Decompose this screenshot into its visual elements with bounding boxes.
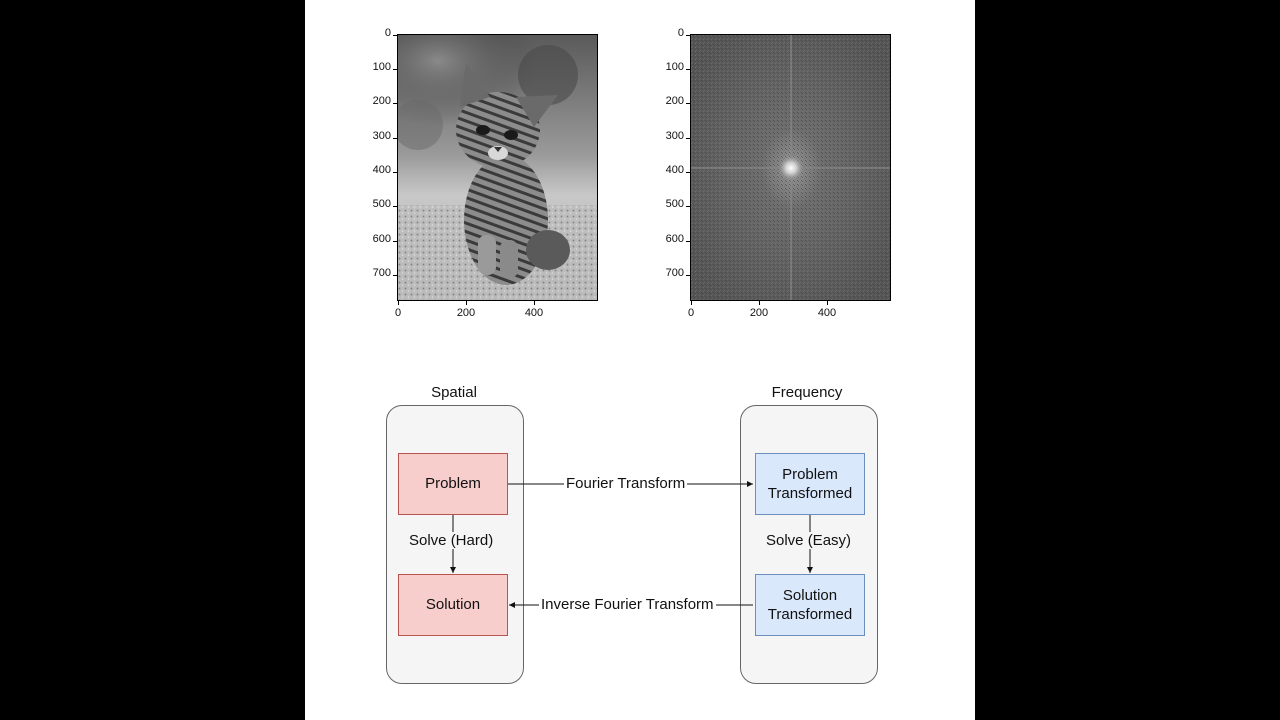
x-tick-label: 0 [394,307,402,319]
spatial-title: Spatial [431,384,477,401]
y-tick-label: 300 [372,130,391,142]
problem-transformed-box: Problem Transformed [755,453,865,515]
y-tick-label: 600 [665,233,684,245]
y-tick-label: 400 [372,164,391,176]
x-tick-label: 200 [456,307,476,319]
problem-box: Problem [398,453,508,515]
y-tick-label: 500 [665,198,684,210]
slide-page [305,0,975,720]
fourier-transform-label: Fourier Transform [566,475,686,492]
x-tick-label: 400 [817,307,837,319]
y-tick-label: 600 [372,233,391,245]
x-tick-label: 400 [524,307,544,319]
solve-easy-label: Solve (Easy) [766,532,852,549]
solution-transformed-box: Solution Transformed [755,574,865,636]
solve-hard-label: Solve (Hard) [409,532,494,549]
x-tick-label: 200 [749,307,769,319]
y-tick-label: 400 [665,164,684,176]
y-tick-label: 700 [372,267,391,279]
frequency-title: Frequency [771,384,843,401]
inverse-fourier-transform-label: Inverse Fourier Transform [541,596,714,613]
y-tick-label: 700 [665,267,684,279]
y-tick-label: 100 [372,61,391,73]
x-tick-label: 0 [687,307,695,319]
y-tick-label: 0 [384,27,391,39]
y-tick-label: 200 [665,95,684,107]
solution-box: Solution [398,574,508,636]
y-tick-label: 200 [372,95,391,107]
y-tick-label: 500 [372,198,391,210]
y-tick-label: 300 [665,130,684,142]
y-tick-label: 100 [665,61,684,73]
y-tick-label: 0 [677,27,684,39]
